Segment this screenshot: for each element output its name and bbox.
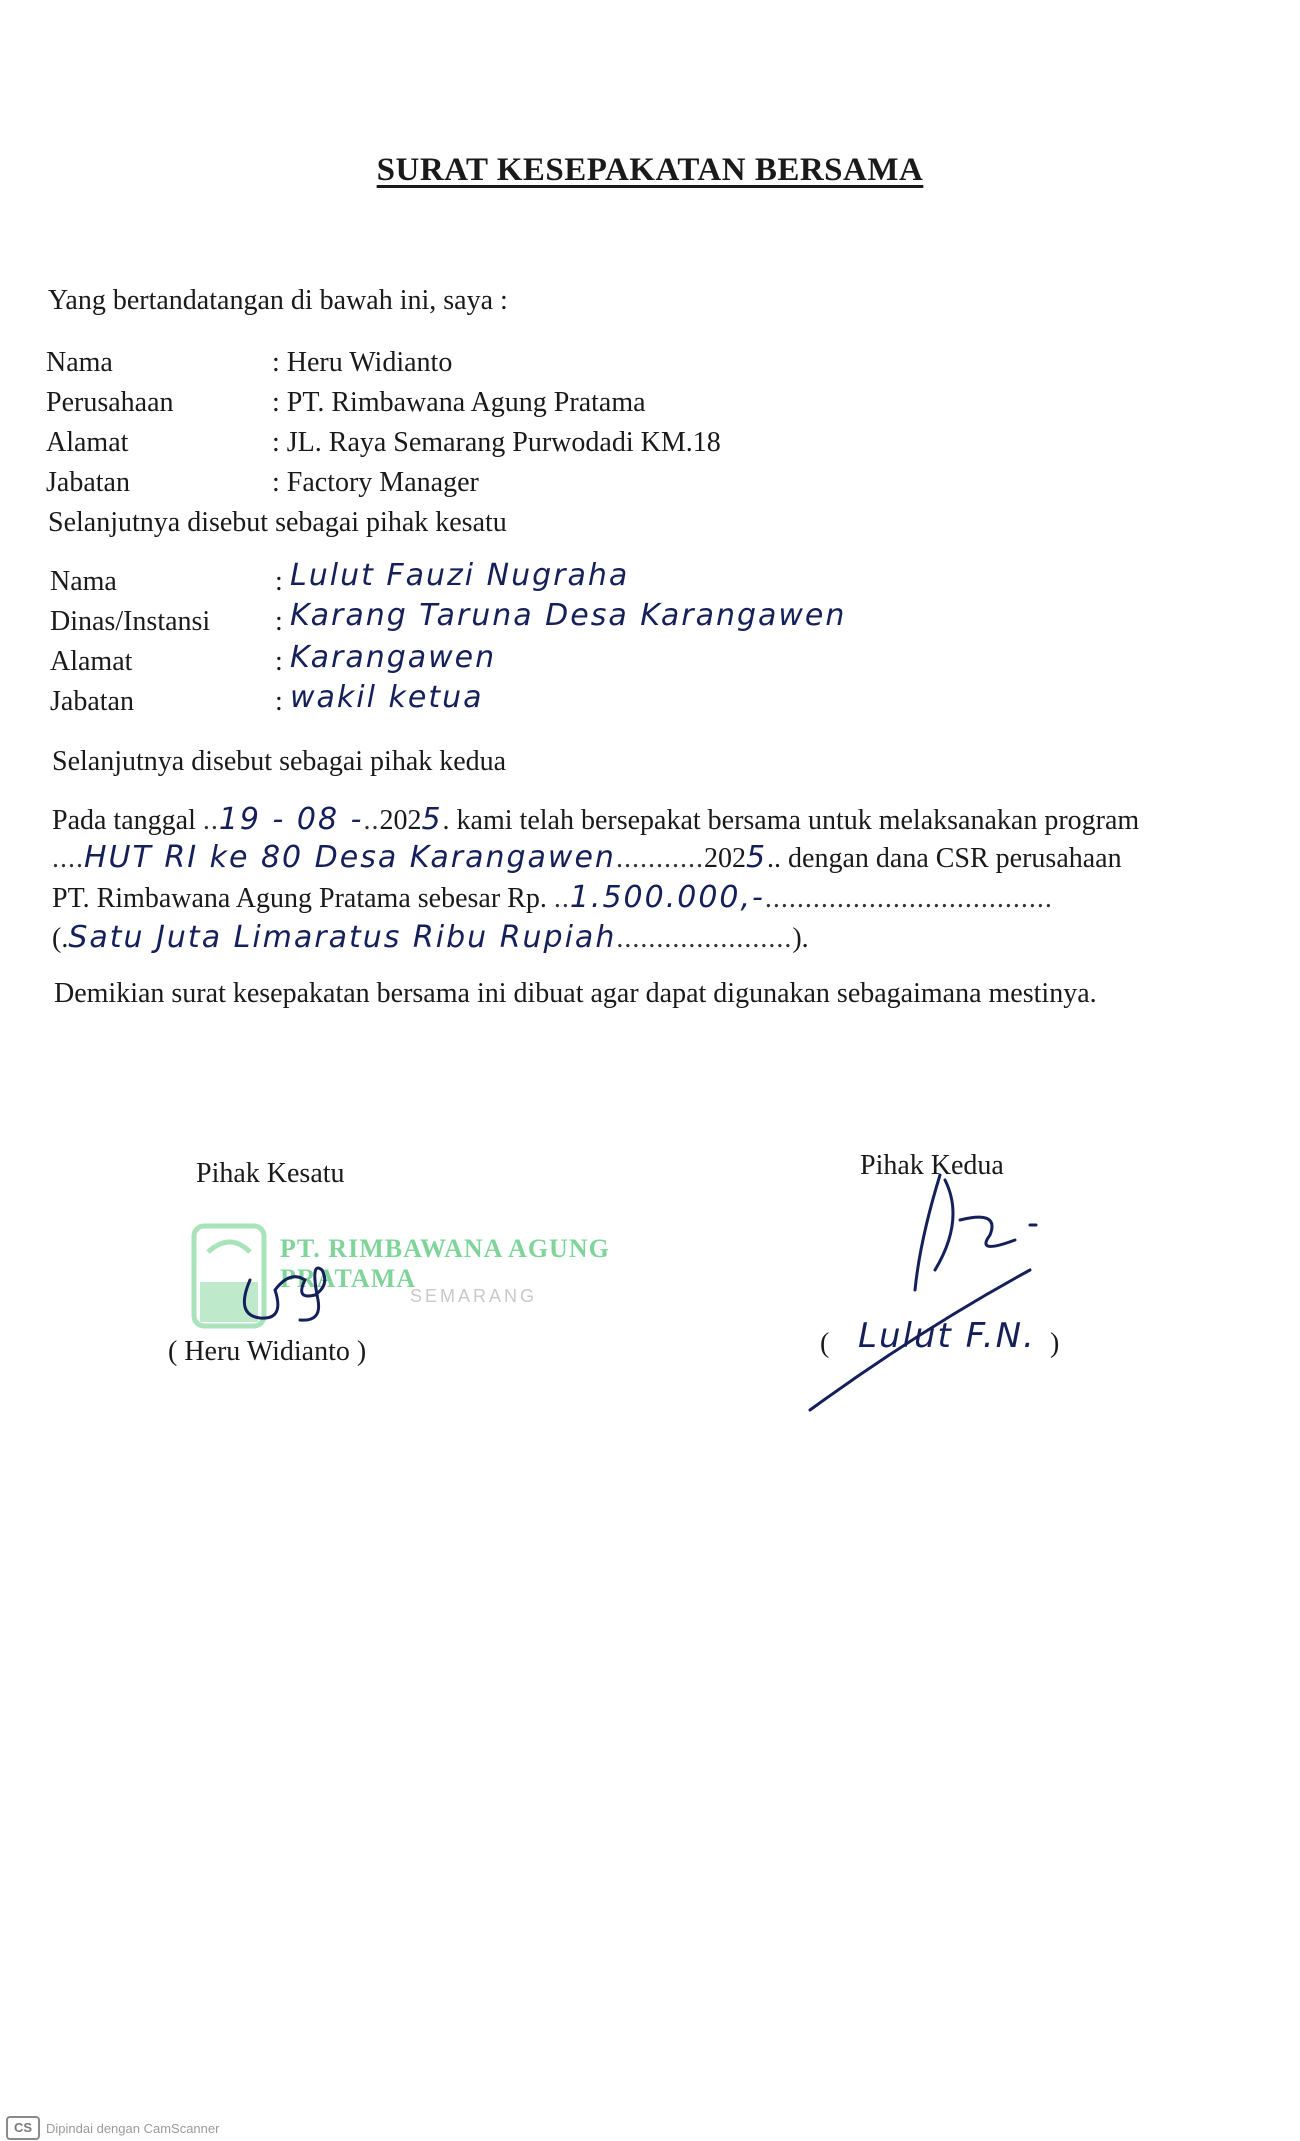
- agreement-line-4: (.Satu Juta Limaratus Ribu Rupiah......................).: [52, 920, 809, 955]
- right-signature-scribble: [800, 1160, 1120, 1420]
- agreement-year-hand: 5: [421, 802, 443, 837]
- agreement-line-1: Pada tanggal ..19 - 08 -..2025. kami telah bersepakat bersama untuk melaksanakan program: [52, 802, 1140, 837]
- party2-value-alamat: Karangawen: [290, 640, 497, 675]
- intro-text: Yang bertandatangan di bawah ini, saya :: [48, 285, 508, 316]
- left-signature-scribble: [230, 1240, 350, 1330]
- party1-value-nama: : Heru Widianto: [272, 347, 453, 378]
- party2-colon-jabatan: :: [275, 686, 283, 717]
- camscanner-footer: [6, 2116, 219, 2140]
- signature-left-title: Pihak Kesatu: [196, 1158, 345, 1189]
- document-title: SURAT KESEPAKATAN BERSAMA: [376, 152, 924, 188]
- stamp-subtext: SEMARANG: [410, 1286, 538, 1306]
- camscanner-logo-icon: CS: [6, 2116, 40, 2140]
- agreement-program-hand: HUT RI ke 80 Desa Karangawen: [84, 840, 616, 875]
- agreement-line-2: ....HUT RI ke 80 Desa Karangawen...........2025.. dengan dana CSR perusahaan: [52, 840, 1122, 875]
- camscanner-text: Dipindai dengan CamScanner: [46, 2120, 220, 2136]
- party1-value-jabatan: : Factory Manager: [272, 467, 479, 498]
- party2-value-instansi: Karang Taruna Desa Karangawen: [290, 598, 847, 633]
- agreement-line2-suffix: dengan dana CSR perusahaan: [788, 843, 1122, 874]
- agreement-year-print: 202: [379, 805, 422, 836]
- signature-left-name: ( Heru Widianto ): [168, 1336, 367, 1367]
- party2-label-nama: Nama: [50, 566, 117, 597]
- party1-value-alamat: : JL. Raya Semarang Purwodadi KM.18: [272, 427, 721, 458]
- party1-label-perusahaan: Perusahaan: [46, 387, 174, 418]
- agreement-program-year-hand: 5: [745, 840, 768, 875]
- agreement-date-hand: 19 - 08 -: [218, 802, 364, 837]
- signature-right-name: Lulut F.N.: [858, 1316, 1036, 1356]
- closing-statement: Demikian surat kesepakatan bersama ini dibuat agar dapat digunakan sebagaimana mestinya.: [54, 978, 1097, 1009]
- party2-label-instansi: Dinas/Instansi: [50, 606, 211, 637]
- party2-label-alamat: Alamat: [50, 646, 133, 677]
- agreement-program-year-print: 202: [703, 843, 746, 874]
- party2-colon-instansi: :: [275, 606, 283, 637]
- party2-colon-alamat: :: [275, 646, 283, 677]
- agreement-date-prefix: Pada tanggal: [52, 805, 196, 836]
- party2-colon-nama: :: [275, 566, 283, 597]
- party1-closing: Selanjutnya disebut sebagai pihak kesatu: [48, 507, 507, 538]
- party1-label-jabatan: Jabatan: [46, 467, 130, 498]
- signature-right-title: Pihak Kedua: [860, 1150, 1004, 1181]
- party2-closing: Selanjutnya disebut sebagai pihak kedua: [52, 746, 507, 777]
- party1-label-alamat: Alamat: [46, 427, 129, 458]
- party2-value-nama: Lulut Fauzi Nugraha: [290, 558, 630, 593]
- agreement-amount-words-hand: Satu Juta Limaratus Ribu Rupiah: [68, 920, 617, 955]
- stamp-text: PT. RIMBAWANA AGUNG PRATAMA: [280, 1234, 610, 1293]
- agreement-line1-suffix: kami telah bersepakat bersama untuk melaksanakan program: [456, 805, 1140, 836]
- party2-value-jabatan: wakil ketua: [290, 680, 484, 715]
- agreement-close-paren: ).: [792, 923, 809, 954]
- agreement-line-3: PT. Rimbawana Agung Pratama sebesar Rp. ..1.500.000,-....................................: [52, 880, 1053, 915]
- party1-label-nama: Nama: [46, 347, 113, 378]
- signature-right-open: (: [820, 1328, 830, 1359]
- party2-label-jabatan: Jabatan: [50, 686, 134, 717]
- signature-right-close: ): [1050, 1328, 1060, 1359]
- agreement-line3-prefix: PT. Rimbawana Agung Pratama sebesar Rp.: [52, 883, 547, 914]
- party1-value-perusahaan: : PT. Rimbawana Agung Pratama: [272, 387, 646, 418]
- agreement-amount-hand: 1.500.000,-: [569, 880, 765, 915]
